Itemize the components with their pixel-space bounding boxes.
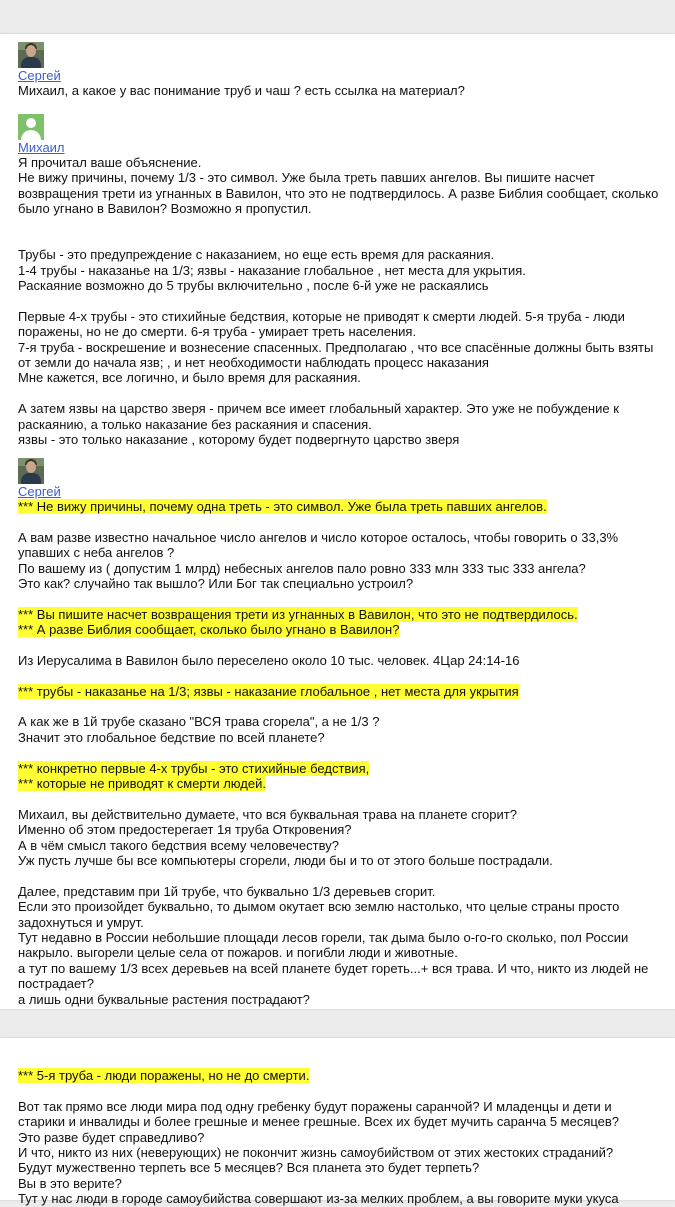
text-line [18,653,658,668]
line-text: А в чём смысл такого бедствия всему человечеству? [18,837,339,853]
line-text: Михаил, вы действительно думаете, что вся буквальная трава на планете сгорит? [18,806,517,822]
line-text: Значит это глобальное бедствие по всей планете? [18,729,325,745]
text-line [18,714,658,729]
highlighted-quote: *** А разве Библия сообщает, сколько было угнано в Вавилон? [18,622,400,638]
line-text: а тут по вашему 1/3 всех деревьев на всей планете будет гореть...+ вся трава. И что, никто из людей не [18,960,649,976]
comment-body [18,499,658,1007]
line-text: а лишь одни буквальные растения пострадают? [18,991,310,1007]
comment-post [18,114,658,447]
line-text: старики и инвалиды и более грешные и менее грешные. Всех их будет мучить саранча 5 месяцев? [18,1114,620,1130]
line-text: Не вижу причины, почему 1/3 - это символ. Уже была треть павших ангелов. Вы пишите насчет [18,170,595,186]
blank-line [18,638,658,653]
text-line [18,355,658,370]
blank-line [18,591,658,606]
blank-line [18,294,658,309]
user-avatar[interactable] [18,42,44,68]
text-line [18,545,658,560]
highlighted-quote: *** Не вижу причины, почему одна треть - это символ. Уже была треть павших ангелов. [18,499,547,514]
document-page-2 [0,1038,675,1207]
text-line [18,247,658,262]
quoted-line [18,776,658,791]
text-line [18,961,658,976]
highlighted-quote: *** которые не приводят к смерти людей. [18,776,266,792]
text-line [18,324,658,339]
user-avatar[interactable] [18,458,44,484]
text-line [18,1160,658,1175]
quoted-line [18,607,658,622]
text-line [18,945,658,960]
line-text: пострадает? [18,976,94,992]
blank-line [18,217,658,232]
line-text: Именно об этом предостерегает 1я труба Откровения? [18,822,352,838]
author-link[interactable]: Сергей [18,484,61,499]
text-line [18,417,658,432]
text-line [18,432,658,447]
line-text: Далее, представим при 1й трубе, что буквально 1/3 деревьев сгорит. [18,883,436,899]
line-text: А затем язвы на царство зверя - причем все имеет глобальный характер. Это уже не побуждение к [18,401,619,417]
blank-line [18,1083,658,1098]
line-text: язвы - это только наказание , которому будет подвергнуто царство зверя [18,432,460,448]
highlighted-quote: *** 5-я труба - люди поражены, но не до смерти. [18,1068,310,1083]
line-text: Это разве будет справедливо? [18,1129,205,1145]
text-line [18,838,658,853]
blank-line [18,232,658,247]
text-line [18,370,658,385]
quoted-line [18,684,658,699]
text-line [18,992,658,1007]
line-text: 1-4 трубы - наказанье на 1/3; язвы - наказание глобальное , нет места для укрытия. [18,262,526,278]
comment-body [18,83,658,98]
blank-line [18,668,658,683]
quoted-line [18,622,658,637]
line-text: Это как? случайно так вышло? Или Бог так специально устроил? [18,575,414,591]
quoted-line [18,499,658,514]
comment-post [18,1068,658,1207]
line-text: Первые 4-х трубы - это стихийные бедствия, которые не приводят к смерти людей. 5-я труба - люди [18,308,625,324]
text-line [18,530,658,545]
line-text: Если это произойдет буквально, то дымом окутает всю землю настолько, что целые страны просто [18,899,620,915]
line-text: 7-я труба - воскрешение и вознесение спасенных. Предполагаю , что все спасённые должны быть взяты [18,339,654,355]
text-line [18,263,658,278]
text-line [18,401,658,416]
line-text: Уж пусть лучше бы все компьютеры сгорели, люди бы и то от этого больше пострадали. [18,852,553,868]
line-text: накрыло. выгорели целые села от пожаров. и погибли люди и животные. [18,945,458,961]
blank-line [18,745,658,760]
text-line [18,1099,658,1114]
text-line [18,576,658,591]
quoted-line [18,761,658,776]
blank-line [18,868,658,883]
line-text: задохнуться и умрут. [18,914,144,930]
line-text: от земли до начала язв; , и нет необходимости наблюдать процесс наказания [18,355,489,371]
blank-line [18,386,658,401]
text-line [18,186,658,201]
line-text: раскаянию, а только наказание без раскаяния и спасения. [18,416,372,432]
comment-body [18,155,658,447]
line-text: Вы в это верите? [18,1175,122,1191]
blank-line [18,514,658,529]
line-text: Я прочитал ваше объяснение. [18,155,202,170]
line-text: Из Иерусалима в Вавилон было переселено около 10 тыс. человек. 4Цар 24:14-16 [18,652,520,668]
text-line [18,170,658,185]
line-text: Вот так прямо все люди мира под одну гребенку будут поражены саранчой? И младенцы и дети и [18,1098,612,1114]
text-line [18,278,658,293]
line-text: упавших с неба ангелов ? [18,545,175,561]
document-page-1 [0,34,675,1009]
line-text: Раскаяние возможно до 5 трубы включительно , после 6-й уже не раскаялись [18,278,489,294]
blank-line [18,699,658,714]
text-line [18,201,658,216]
default-user-icon[interactable] [18,114,44,140]
comment-post [18,458,658,1007]
author-link[interactable]: Сергей [18,68,61,83]
text-line [18,83,658,98]
line-text: возвращения трети из угнанных в Вавилон, что это не подтвердилось. А разве Библия сообщает, сколько [18,185,659,201]
line-text: Мне кажется, все логично, и было время для раскаяния. [18,370,361,386]
line-text: было угнано в Вавилон? Возможно я пропустил. [18,201,312,217]
text-line [18,309,658,324]
text-line [18,155,658,170]
text-line [18,340,658,355]
quoted-line [18,1068,658,1083]
line-text: Тут недавно в России небольшие площади лесов горели, так дыма было о-го-го сколько, пол России [18,929,629,945]
text-line [18,930,658,945]
text-line [18,884,658,899]
text-line [18,899,658,914]
text-line [18,976,658,991]
line-text: А как же в 1й трубе сказано "ВСЯ трава сгорела", а не 1/3 ? [18,714,380,730]
comment-body [18,1068,658,1207]
line-text: поражены, но не до смерти. 6-я труба - умирает треть населения. [18,324,417,340]
text-line [18,561,658,576]
line-text: Тут у нас люди в городе самоубийства совершают из-за мелких проблем, а вы говорите муки укуса [18,1191,619,1207]
text-line [18,730,658,745]
blank-line [18,791,658,806]
line-text: Трубы - это предупреждение с наказанием, но еще есть время для раскаяния. [18,247,495,263]
highlighted-quote: *** Вы пишите насчет возвращения трети из угнанных в Вавилон, что это не подтвердилось. [18,606,578,622]
text-line [18,915,658,930]
author-link[interactable]: Михаил [18,140,65,155]
line-text: Будут мужественно терпеть все 5 месяцев? Вся планета это будет терпеть? [18,1160,480,1176]
line-text: А вам разве известно начальное число ангелов и число которое осталось, чтобы говорить о 33,3% [18,529,619,545]
text-line [18,1145,658,1160]
text-line [18,853,658,868]
line-text: Михаил, а какое у вас понимание труб и чаш ? есть ссылка на материал? [18,83,465,98]
comment-post [18,42,658,98]
text-line [18,1130,658,1145]
text-line [18,807,658,822]
highlighted-quote: *** конкретно первые 4-х трубы - это стихийные бедствия, [18,760,370,776]
text-line [18,1176,658,1191]
line-text: И что, никто из них (неверующих) не покончит жизнь самоубийством от этих жестоких страданий? [18,1144,614,1160]
text-line [18,1191,658,1206]
text-line [18,822,658,837]
line-text: По вашему из ( допустим 1 млрд) небесных ангелов пало ровно 333 млн 333 тыс 333 ангела? [18,560,586,576]
text-line [18,1114,658,1129]
highlighted-quote: *** трубы - наказанье на 1/3; язвы - наказание глобальное , нет места для укрытия [18,683,519,699]
